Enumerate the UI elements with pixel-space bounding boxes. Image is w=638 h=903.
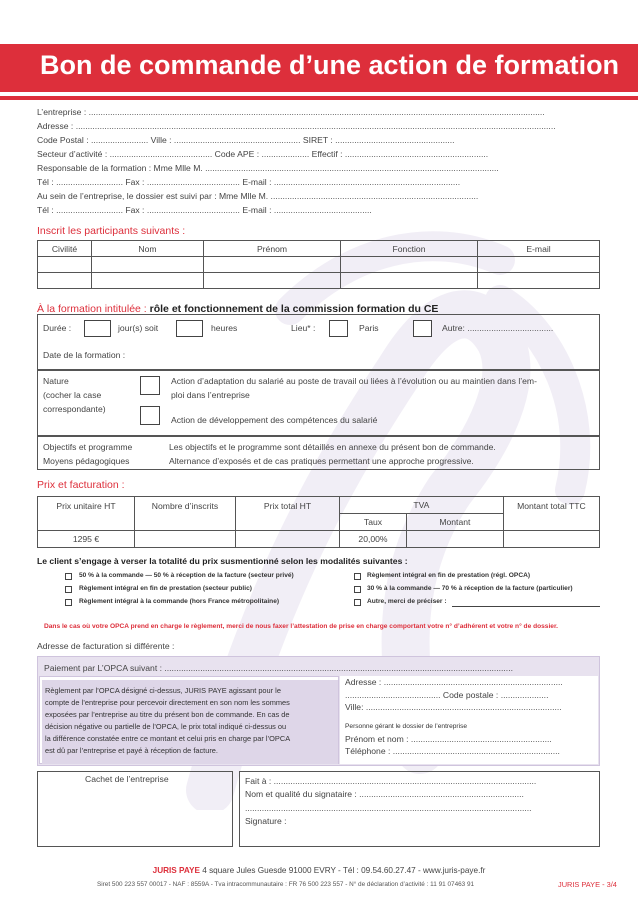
- col-fonction: Fonction: [341, 241, 478, 257]
- participants-heading: Inscrit les participants suivants :: [37, 225, 186, 237]
- nature-adaptation-checkbox[interactable]: [140, 376, 160, 395]
- footer-address: 4 square Jules Guesde 91000 EVRY - Tél : 09.54.60.27.47 - www.juris-paye.fr: [199, 866, 486, 875]
- signature-field[interactable]: Signature :: [245, 816, 287, 826]
- col-nombre-inscrits: Nombre d’inscrits: [135, 497, 236, 531]
- footer-brand: JURIS PAYE: [152, 866, 200, 875]
- opca-explanation-6: est dû par l’entreprise et payé à réception de facture.: [45, 746, 218, 755]
- col-tva: TVA: [340, 497, 504, 514]
- nature-developpement-checkbox[interactable]: [140, 406, 160, 425]
- payment-option-checkbox[interactable]: [65, 573, 72, 580]
- pricing-heading: Prix et facturation :: [37, 479, 125, 491]
- moyens-text: Alternance d’exposés et de cas pratiques permettant une approche progressive.: [169, 456, 474, 466]
- date-formation-field[interactable]: Date de la formation :: [43, 350, 126, 360]
- opca-explanation-5: la différence constatée entre ce montant et celui pris en charge par l’OPCA: [45, 734, 291, 743]
- paris-checkbox[interactable]: [329, 320, 348, 337]
- formation-label: À la formation intitulée :: [37, 303, 150, 315]
- title-underline: [0, 96, 638, 100]
- participants-table: [37, 240, 600, 289]
- col-montant: Montant: [407, 514, 504, 531]
- table-row[interactable]: [38, 531, 600, 548]
- adresse-facturation-label: Adresse de facturation si différente :: [37, 641, 175, 651]
- col-email: E-mail: [478, 241, 600, 257]
- nature-option-1b: ploi dans l’entreprise: [171, 390, 250, 400]
- field-cp-ville-siret[interactable]: Code Postal : ........................ Ville : ..................................................... SIRET : ..................................................: [37, 135, 455, 145]
- fait-a-field[interactable]: Fait à : ..............................................................................................................: [245, 776, 537, 786]
- opca-ville-field[interactable]: Ville: ..................................................................................: [345, 702, 562, 712]
- field-tel-suivi[interactable]: Tél : ............................ Fax : ....................................... E-mail : .........................................: [37, 205, 372, 215]
- col-nom: Nom: [92, 241, 204, 257]
- nature-label-3: correspondante): [43, 404, 106, 414]
- opca-telephone-field[interactable]: Téléphone : ......................................................................: [345, 746, 560, 756]
- jours-label: jour(s) soit: [118, 323, 159, 333]
- pricing-table: [37, 496, 600, 548]
- col-prenom: Prénom: [204, 241, 341, 257]
- objectifs-text: Les objectifs et le programme sont détaillés en annexe du présent bon de commande.: [169, 442, 496, 452]
- nature-option-1a: Action d’adaptation du salarié au poste de travail ou liées à l’évolution ou au maintien dans l’em-: [171, 376, 537, 386]
- field-entreprise[interactable]: L’entreprise : ...............................................................................................................................................................................................: [37, 107, 545, 117]
- autre-field[interactable]: Autre: ....................................: [442, 323, 554, 333]
- formation-title: rôle et fonctionnement de la commission formation du CE: [149, 303, 439, 315]
- payment-left-2: Règlement intégral en fin de prestation (secteur public): [79, 585, 252, 592]
- autre-precision-line[interactable]: [452, 606, 600, 607]
- table-row[interactable]: [38, 257, 600, 273]
- opca-explanation-3: exposées par l’entreprise au titre du présent bon de commande. En cas de: [45, 710, 290, 719]
- page-title: Bon de commande d’une action de formation: [40, 50, 620, 80]
- opca-adresse2-field[interactable]: ........................................ Code postale : ....................: [345, 690, 549, 700]
- opca-note: Dans le cas où votre OPCA prend en charge le règlement, merci de nous faxer l’attestation de prise en charge comportant votre n° d’adhérent et votre n° de dossier.: [44, 623, 558, 630]
- field-suivi[interactable]: Au sein de l’entreprise, le dossier est suivi par : Mme Mlle M. .......................................................................................: [37, 191, 479, 201]
- payment-option-checkbox[interactable]: [354, 573, 361, 580]
- opca-paiement-field[interactable]: Paiement par L’OPCA suivant : ..................................................................................................................................................: [44, 663, 513, 673]
- table-row[interactable]: [38, 273, 600, 289]
- nature-label-1: Nature: [43, 376, 69, 386]
- footer-page-number: JURIS PAYE - 3/4: [558, 880, 617, 889]
- cachet-label: Cachet de l’entreprise: [85, 774, 169, 784]
- opca-prenom-field[interactable]: Prénom et nom : ...........................................................: [345, 734, 552, 744]
- payment-right-3: Autre, merci de préciser :: [367, 598, 447, 605]
- heures-label: heures: [211, 323, 238, 333]
- col-taux: Taux: [340, 514, 407, 531]
- payment-right-2: 30 % à la commande — 70 % à réception de la facture (particulier): [367, 585, 573, 592]
- payment-intro: Le client s’engage à verser la totalité du prix susmentionné selon les modalités suivantes :: [37, 556, 408, 566]
- col-prix-unitaire: Prix unitaire HT: [38, 497, 135, 531]
- payment-option-checkbox[interactable]: [354, 586, 361, 593]
- lieu-label: Lieu* :: [291, 323, 316, 333]
- prix-unitaire-value[interactable]: 1295 €: [38, 531, 135, 548]
- col-civilite: Civilité: [38, 241, 92, 257]
- field-responsable[interactable]: Responsable de la formation : Mme Mlle M. ...........................................................................................................................: [37, 163, 499, 173]
- payment-option-checkbox[interactable]: [65, 599, 72, 606]
- nature-option-2: Action de développement des compétences du salarié: [171, 415, 378, 425]
- payment-option-checkbox[interactable]: [65, 586, 72, 593]
- footer-address-line: [0, 866, 638, 875]
- col-prix-total: Prix total HT: [236, 497, 340, 531]
- payment-left-3: Règlement intégral à la commande (hors France métropolitaine): [79, 598, 280, 605]
- duree-heures-input[interactable]: [176, 320, 203, 337]
- field-adresse[interactable]: Adresse : .........................................................................................................................................................................................................: [37, 121, 556, 131]
- opca-personne-label: Personne gérant le dossier de l’entreprise: [345, 723, 468, 730]
- duree-label: Durée :: [43, 323, 72, 333]
- moyens-label: Moyens pédagogiques: [43, 456, 130, 466]
- opca-explanation-1: Règlement par l’OPCA désigné ci-dessus, JURIS PAYE agissant pour le: [45, 686, 281, 695]
- nom-signataire-field[interactable]: Nom et qualité du signataire : .....................................................................: [245, 789, 524, 799]
- autre-checkbox[interactable]: [413, 320, 432, 337]
- opca-adresse-field[interactable]: Adresse : ...........................................................................: [345, 677, 563, 687]
- opca-explanation-4: décision négative ou partielle de l’OPCA, le prix total indiqué ci-dessus ou: [45, 722, 287, 731]
- payment-right-1: Règlement intégral en fin de prestation (régl. OPCA): [367, 572, 531, 579]
- opca-explanation-2: compte de l’entreprise pour percevoir directement en son nom les sommes: [45, 698, 290, 707]
- footer-legal: Siret 500 223 557 00017 - NAF : 8559A - Tva intracommunautaire : FR 76 500 223 557 - N° de déclaration d’activité : 11 91 07463 91: [97, 881, 475, 888]
- payment-option-checkbox[interactable]: [354, 599, 361, 606]
- paris-label: Paris: [359, 323, 379, 333]
- col-total-ttc: Montant total TTC: [503, 497, 599, 531]
- duree-jours-input[interactable]: [84, 320, 111, 337]
- field-secteur[interactable]: Secteur d’activité : ........................................... Code APE : .................... Effectif : ............................................................: [37, 149, 489, 159]
- objectifs-label: Objectifs et programme: [43, 442, 133, 452]
- payment-left-1: 50 % à la commande — 50 % à réception de la facture (secteur privé): [79, 572, 294, 579]
- taux-value[interactable]: 20,00%: [340, 531, 407, 548]
- signataire-dots[interactable]: ........................................................................................................................: [245, 803, 532, 813]
- field-tel-responsable[interactable]: Tél : ............................ Fax : ....................................... E-mail : ..............................................................................: [37, 177, 461, 187]
- nature-label-2: (cocher la case: [43, 390, 102, 400]
